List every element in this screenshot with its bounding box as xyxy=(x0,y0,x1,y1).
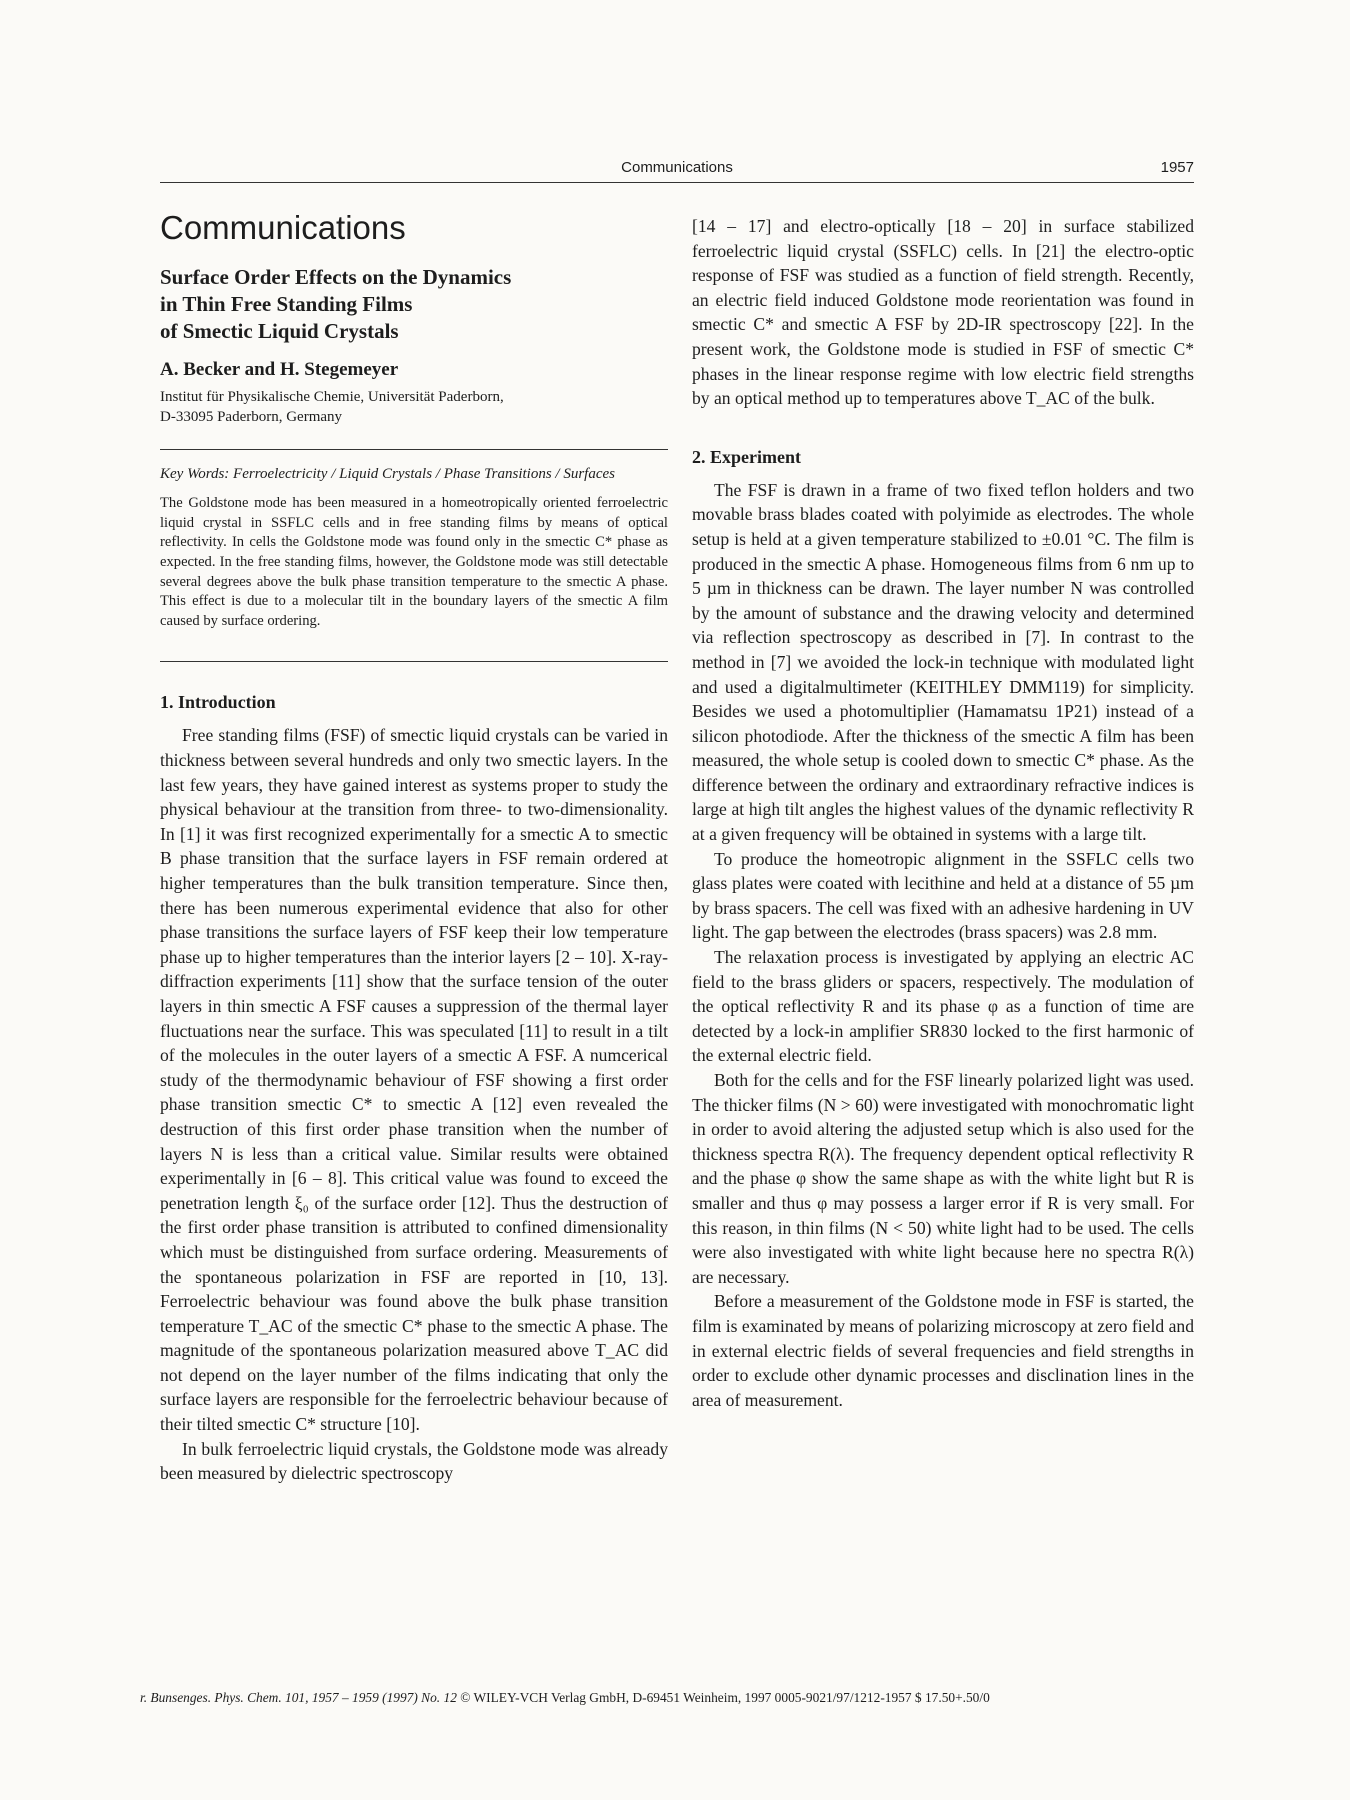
affiliation-line: D-33095 Paderborn, Germany xyxy=(160,409,343,426)
paragraph: The relaxation process is investigated by applying an electric AC field to the brass gliders or spacers, respectively. The modulation of the optical reflectivity R and its phase φ as a function of time are detected by a lock-in amplifier SR830 locked to the first harmonic of the external electric field. xyxy=(692,947,1194,1066)
title-line: of Smectic Liquid Crystals xyxy=(160,319,399,344)
paragraph: [14 – 17] and electro-optically [18 – 20] in surface stabilized ferroelectric liquid crystal (SSFLC) cells. In [21] the electro-optic response of FSF was studied as a function of field strength. Recently, an electric field induced Goldstone mode reorientation was found in smectic C* and smectic A FSF by 2D-IR spectroscopy [22]. In the present work, the Goldstone mode is studied in FSF of smectic C* phases in the linear response regime with low electric field strengths by an optical method up to temperatures above T_AC of the bulk. xyxy=(692,216,1194,409)
title-line: Surface Order Effects on the Dynamics xyxy=(160,265,512,290)
running-title: Communications xyxy=(621,159,733,176)
keywords: Key Words: Ferroelectricity / Liquid Crystals / Phase Transitions / Surfaces xyxy=(160,466,615,483)
publisher-line: © WILEY-VCH Verlag GmbH, D-69451 Weinheim, 1997 0005-9021/97/1212-1957 $ 17.50+.50/0 xyxy=(460,1690,990,1705)
affiliation-line: Institut für Physikalische Chemie, Universität Paderborn, xyxy=(160,389,504,406)
divider xyxy=(160,661,668,662)
title-line: in Thin Free Standing Films xyxy=(160,292,413,317)
paragraph: Free standing films (FSF) of smectic liquid crystals can be varied in thickness between several hundreds and only two smectic layers. In the last few years, they have gained interest as systems proper to study the physical behaviour at the transition from three- to two-dimensionality. In [1] it was first recognized experimentally for a smectic A to smectic B phase transition that the surface layers in FSF remain ordered at higher temperatures than the bulk transition temperature. Since then, there has been numerous experimental evidence that also for other phase transitions the surface layers of FSF keep their low temperature phase up to higher temperatures than the interior layers [2 – 10]. X-ray-diffraction experiments [11] show that the surface tension of the outer layers in thin smectic A FSF causes a suppression of the thermal layer fluctuations near the surface. This was speculated [11] to result in a tilt of the molecules in the outer layers of a smectic A FSF. A numcerical study of the thermodynamic behaviour of FSF showing a first order phase transition smectic C* to smectic A [12] even revealed the destruction of this first order phase transition when the number of layers N is less than a critical value. Similar results were obtained experimentally in [6 – 8]. This critical value was found to exceed the penetration length ξ₀ of the surface order [12]. Thus the destruction of the first order phase transition is attributed to confined dimensionality which must be distinguished from surface ordering. Measurements of the spontaneous polarization in FSF are reported in [10, 13]. Ferroelectric behaviour was found above the bulk phase transition temperature T_AC of the smectic C* phase to the smectic A phase. The magnitude of the spontaneous polarization measured above T_AC did not depend on the layer number of the films indicating that only the surface layers are responsible for the ferroelectric behaviour because of their tilted smectic C* structure [10]. xyxy=(160,725,668,1435)
paragraph: Both for the cells and for the FSF linearly polarized light was used. The thicker films (N > 60) were investigated with monochromatic light in order to avoid altering the adjusted setup which is also used for the thickness spectra R(λ). The frequency dependent optical reflectivity R and the phase φ show the same shape as with the white light but R is smaller and thus φ may possess a larger error if R is very small. For this reason, in thin films (N < 50) white light had to be used. The cells were also investigated with white light because here no spectra R(λ) are necessary. xyxy=(692,1070,1194,1287)
abstract: The Goldstone mode has been measured in a homeotropically oriented ferroelectric liquid crystal in SSFLC cells and in free standing films by means of optical reflectivity. In cells the Goldstone mode was found only in the smectic C* phase as expected. In the free standing films, however, the Goldstone mode was still detectable several degrees above the bulk phase transition temperature to the smectic A phase. This effect is due to a molecular tilt in the boundary layers of the smectic A film caused by surface ordering. xyxy=(160,495,668,629)
right-column xyxy=(692,214,1194,1412)
journal-citation: r. Bunsenges. Phys. Chem. 101, 1957 – 1959 (1997) No. 12 xyxy=(140,1690,457,1705)
article-title xyxy=(160,264,668,345)
footer xyxy=(140,1690,1194,1706)
paragraph: In bulk ferroelectric liquid crystals, the Goldstone mode was already been measured by dielectric spectroscopy xyxy=(160,1438,668,1484)
running-header xyxy=(160,156,1194,183)
paragraph: To produce the homeotropic alignment in the SSFLC cells two glass plates were coated with lecithine and held at a distance of 55 µm by brass spacers. The cell was fixed with an adhesive hardening in UV light. The gap between the electrodes (brass spacers) was 2.8 mm. xyxy=(692,848,1194,943)
experiment-heading: 2. Experiment xyxy=(692,446,801,467)
paragraph: Before a measurement of the Goldstone mode in FSF is started, the film is examinated by means of polarizing microscopy at zero field and in external electric fields of several frequencies and field strengths in order to exclude other dynamic processes and disclination lines in the area of measurement. xyxy=(692,1291,1194,1410)
authors: A. Becker and H. Stegemeyer xyxy=(160,359,399,381)
page-number: 1957 xyxy=(1160,159,1194,176)
left-column xyxy=(160,210,668,1486)
introduction-heading: 1. Introduction xyxy=(160,692,276,713)
affiliation xyxy=(160,387,668,427)
divider xyxy=(160,449,668,450)
section-heading: Communications xyxy=(160,209,406,246)
paragraph: The FSF is drawn in a frame of two fixed teflon holders and two movable brass blades coated with polyimide as electrodes. The whole setup is held at a given temperature stabilized to ±0.01 °C. The film is produced in the smectic A phase. Homogeneous films from 6 nm up to 5 µm in thickness can be drawn. The layer number N was controlled by the amount of substance and the drawing velocity and determined via reflection spectroscopy as described in [7]. In contrast to the method in [7] we avoided the lock-in technique with modulated light and used a digitalmultimeter (KEITHLEY DMM119) for simplicity. Besides we used a photomultiplier (Hamamatsu 1P21) instead of a silicon photodiode. After the thickness of the smectic A film has been measured, the whole setup is cooled down to smectic C* phase. As the difference between the ordinary and extraordinary refractive indices is large at high tilt angles the highest values of the dynamic reflectivity R at a given frequency will be obtained in systems with a large tilt. xyxy=(692,479,1194,845)
